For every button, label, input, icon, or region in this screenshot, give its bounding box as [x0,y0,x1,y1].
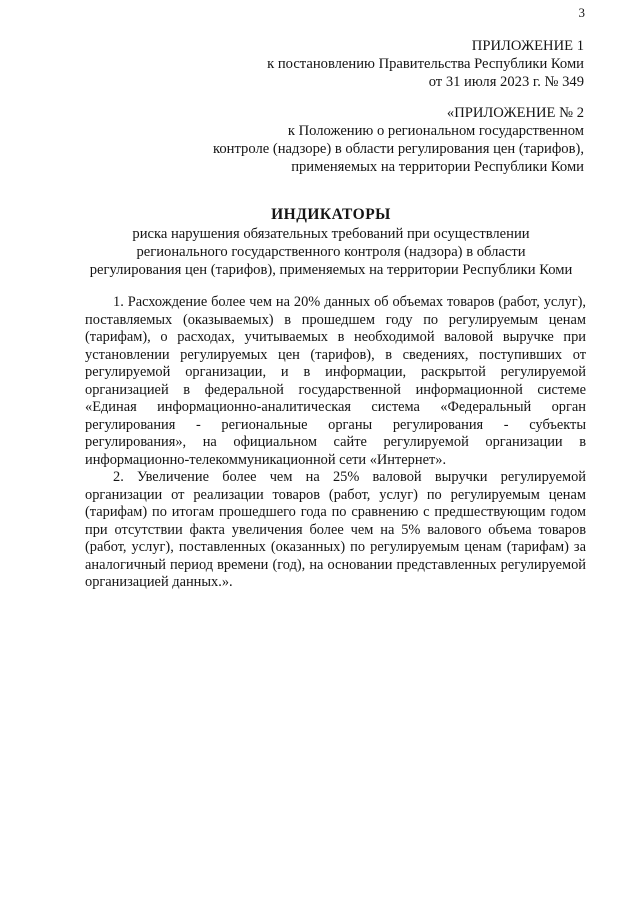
page-number: 3 [578,5,585,20]
appendix-2-header [213,104,584,176]
appendix-2-line-3: применяемых на территории Республики Коми [291,159,584,175]
appendix-1-title: ПРИЛОЖЕНИЕ 1 [471,38,584,54]
document-title: ИНДИКАТОРЫ [271,206,391,223]
subtitle-line-2: регионального государственного контроля (надзора) в области [136,244,526,260]
subtitle-line-3: регулирования цен (тарифов), применяемых на территории Республики Коми [89,262,573,278]
appendix-2-title: «ПРИЛОЖЕНИЕ № 2 [446,105,584,121]
appendix-1-header [267,37,584,91]
paragraph-2: 2. Увеличение более чем на 25% валовой выручки регулируемой организации от реализации товаров (работ, услуг) по регулируемым ценам (тарифам) по итогам прошедшего года по сравнению с предшествующим годом при отсутствии факта увеличения более чем на 5% валового объема товаров (работ, услуг), поставленных (оказанных) по регулируемым ценам (тарифам) за аналогичный период времени (год), на основании представленных регулируемой организацией данных.». [85,469,586,590]
appendix-1-date: от 31 июля 2023 г. № 349 [428,74,584,90]
appendix-2-line-1: к Положению о региональном государственном [287,123,584,139]
appendix-1-resolution: к постановлению Правительства Республики Коми [267,56,584,72]
subtitle-line-1: риска нарушения обязательных требований при осуществлении [132,226,530,242]
paragraph-1: 1. Расхождение более чем на 20% данных об объемах товаров (работ, услуг), поставляемых (оказываемых) в прошедшем году по регулируемым ценам (тарифам), о расходах, учитываемых в необходимой валовой выручке при установлении регулируемых цен (тарифов), в сведениях, поступивших от регулируемой организации, и в информации, раскрытой регулируемой организацией в федеральной государственной информационной системе «Единая информационно-аналитическая система «Федеральный орган регулирования - региональные органы регулирования - субъекты регулирования», на официальном сайте регулируемой организации в информационно-телекоммуникационной сети «Интернет». [85,294,586,468]
document-subtitle [0,225,640,279]
document-body [85,294,586,592]
appendix-2-line-2: контроле (надзоре) в области регулирования цен (тарифов), [213,141,584,157]
